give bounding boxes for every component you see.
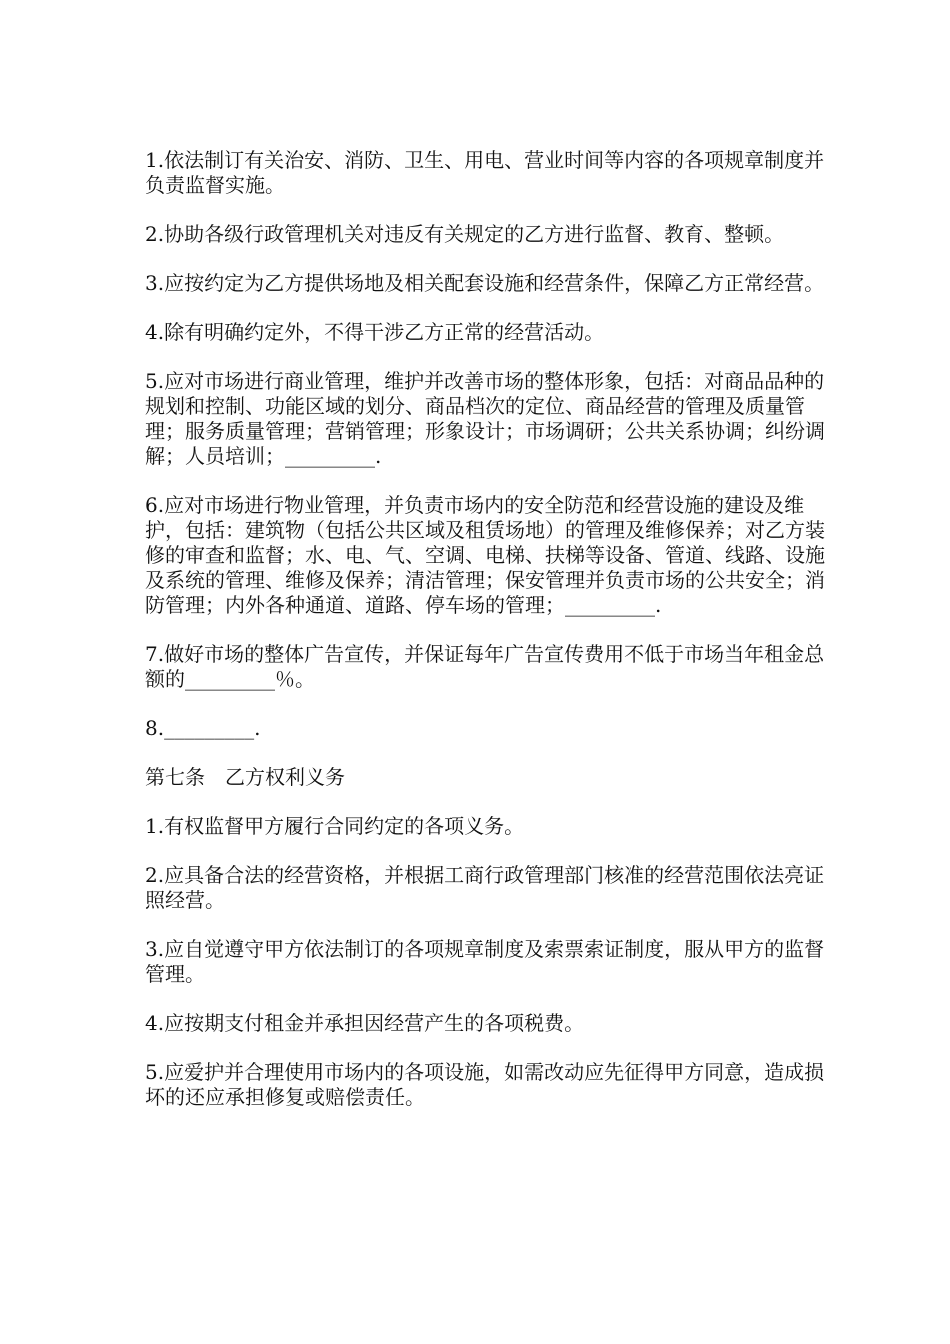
section-heading-article-7: 第七条 乙方权利义务: [145, 765, 345, 789]
clause-a-1: 1.依法制订有关治安、消防、卫生、用电、营业时间等内容的各项规章制度并负责监督实施。: [145, 148, 825, 197]
clause-a-3: 3.应按约定为乙方提供场地及相关配套设施和经营条件，保障乙方正常经营。: [145, 271, 825, 295]
clause-b-1: 1.有权监督甲方履行合同约定的各项义务。: [145, 814, 525, 838]
clause-a-8: 8._________.: [145, 716, 261, 740]
clause-b-3: 3.应自觉遵守甲方依法制订的各项规章制度及索票索证制度，服从甲方的监督管理。: [145, 937, 825, 986]
clause-a-6: 6.应对市场进行物业管理，并负责市场内的安全防范和经营设施的建设及维护，包括：建筑物（包括公共区域及租赁场地）的管理及维修保养；对乙方装修的审查和监督；水、电、气、空调、电梯、扶梯等设备、管道、线路、设施及系统的管理、维修及保养；清洁管理；保安管理并负责市场的公共安全；消防管理；内外各种通道、道路、停车场的管理；_________.: [145, 493, 825, 617]
clause-a-2: 2.协助各级行政管理机关对违反有关规定的乙方进行监督、教育、整顿。: [145, 222, 785, 246]
document-body: [145, 148, 825, 1134]
clause-a-5: 5.应对市场进行商业管理，维护并改善市场的整体形象，包括：对商品品种的规划和控制、功能区域的划分、商品档次的定位、商品经营的管理及质量管理；服务质量管理；营销管理；形象设计；市场调研；公共关系协调；纠纷调解；人员培训；_________.: [145, 369, 825, 468]
clause-a-7: 7.做好市场的整体广告宣传，并保证每年广告宣传费用不低于市场当年租金总额的_________％。: [145, 642, 825, 691]
clause-a-4: 4.除有明确约定外，不得干涉乙方正常的经营活动。: [145, 320, 605, 344]
clause-b-2: 2.应具备合法的经营资格，并根据工商行政管理部门核准的经营范围依法亮证照经营。: [145, 863, 825, 912]
clause-b-4: 4.应按期支付租金并承担因经营产生的各项税费。: [145, 1011, 585, 1035]
clause-b-5: 5.应爱护并合理使用市场内的各项设施，如需改动应先征得甲方同意，造成损坏的还应承担修复或赔偿责任。: [145, 1060, 825, 1109]
